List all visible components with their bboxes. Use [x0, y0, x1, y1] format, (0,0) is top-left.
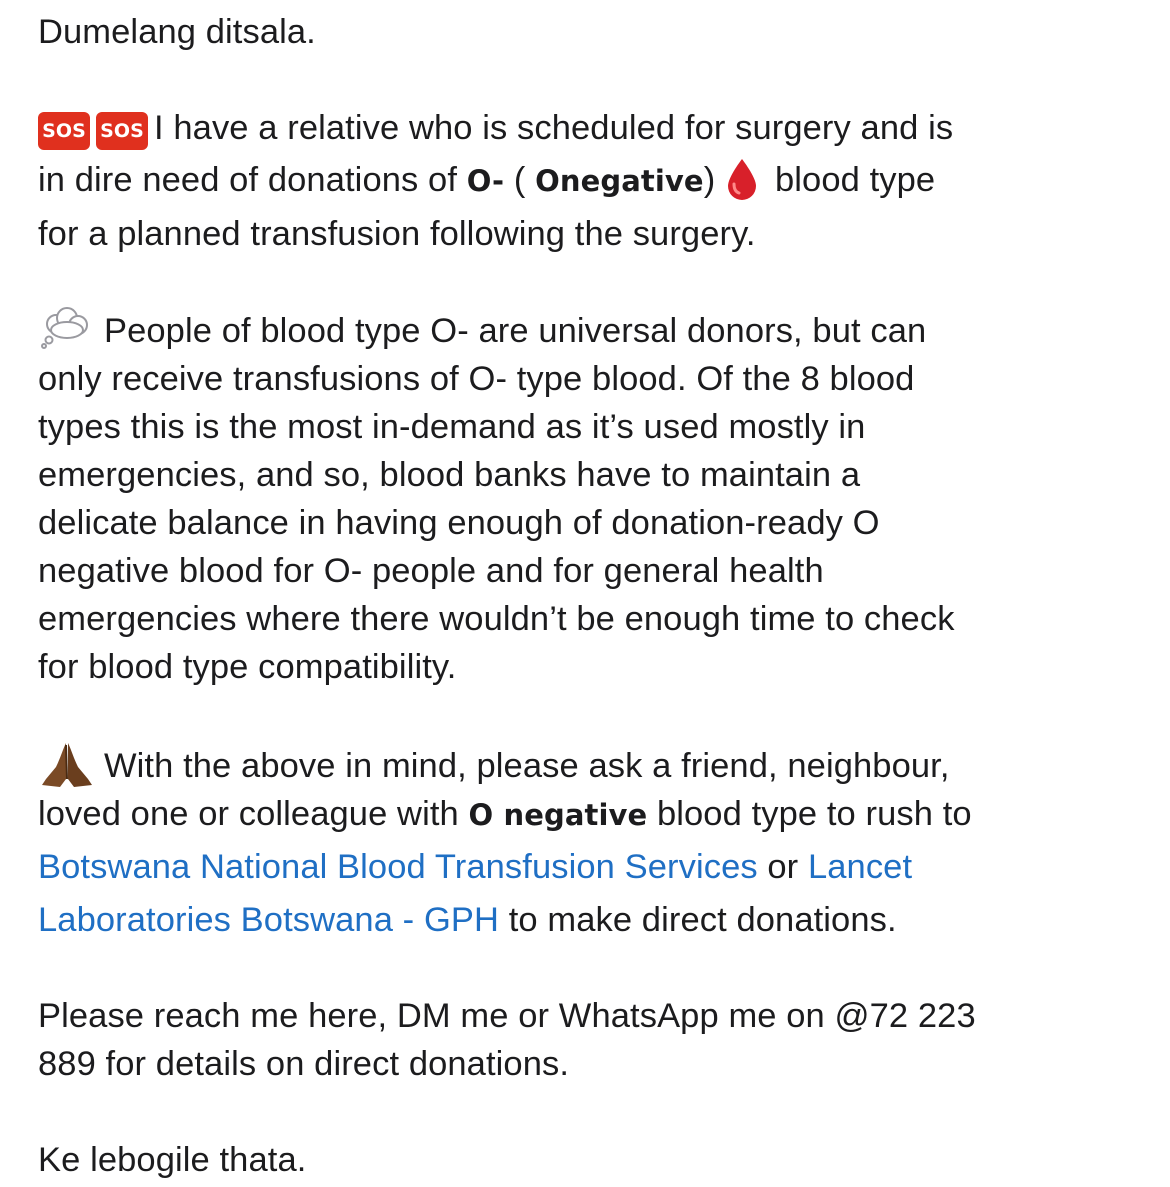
bntS-link[interactable]: Botswana National Blood Transfusion Services: [38, 848, 758, 886]
request-paragraph: SOS SOS I have a relative who is scheduled for surgery and is in dire need of donations of O- ( Onegative) blood type for a planned transfusion following the surgery.: [38, 104, 1138, 258]
info-line: emergencies, and so, blood banks have to maintain a: [38, 456, 861, 494]
closing-paragraph: [38, 1136, 1138, 1184]
blood-drop-icon: [723, 157, 761, 201]
cta-line-1: With the above in mind, please ask a friend, neighbour,: [104, 747, 950, 785]
lancet-link[interactable]: Lancet: [807, 848, 913, 886]
sos-icon: SOS: [38, 112, 90, 150]
o-negative-bold: O negative: [468, 798, 648, 832]
thought-bubble-icon: [38, 306, 94, 350]
info-line: only receive transfusions of O- type blood. Of the 8 blood: [38, 360, 915, 398]
contact-line-1: Please reach me here, DM me or WhatsApp me on @72 223: [38, 997, 976, 1035]
sos-icon: SOS: [96, 112, 148, 150]
greeting: Dumelang ditsala.: [38, 13, 316, 51]
info-line: People of blood type O- are universal donors, but can: [104, 312, 927, 350]
info-line: for blood type compatibility.: [38, 648, 457, 686]
contact-line-2: 889 for details on direct donations.: [38, 1045, 570, 1083]
call-to-action-paragraph: With the above in mind, please ask a friend, neighbour, loved one or colleague with O negative blood type to rush to Botswana National Blood Transfusion Services or Lancet Laboratories Botswana - GPH to make direct donations.: [38, 739, 1138, 944]
request-line-1: I have a relative who is scheduled for surgery and is: [154, 109, 954, 147]
contact-paragraph: [38, 992, 1138, 1088]
o-negative-bold: O-: [466, 164, 505, 198]
folded-hands-icon: [38, 739, 96, 789]
closing: Ke lebogile thata.: [38, 1141, 307, 1179]
greeting-paragraph: [38, 8, 1138, 56]
info-line: delicate balance in having enough of donation-ready O: [38, 504, 880, 542]
info-line: types this is the most in-demand as it’s used mostly in: [38, 408, 866, 446]
info-line: emergencies where there wouldn’t be enough time to check: [38, 600, 955, 638]
info-paragraph: [38, 306, 1138, 691]
onegative-bold: Onegative: [535, 164, 704, 198]
info-line: negative blood for O- people and for general health: [38, 552, 824, 590]
post-body: [38, 8, 1138, 1184]
request-line-3: for a planned transfusion following the surgery.: [38, 215, 756, 253]
lancet-link[interactable]: Laboratories Botswana - GPH: [38, 901, 500, 939]
